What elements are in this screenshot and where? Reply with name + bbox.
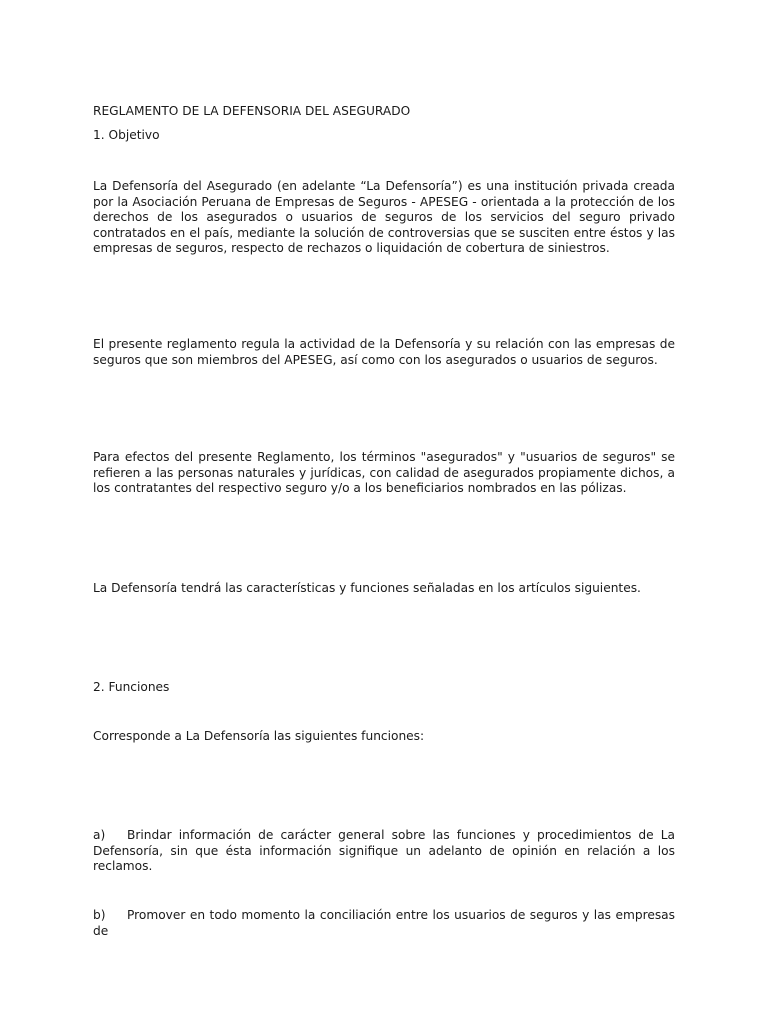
list-item-label: a) — [93, 828, 106, 842]
list-item-label: b) — [93, 908, 106, 922]
section-heading-funciones: 2. Funciones — [93, 680, 170, 694]
functions-intro: Corresponde a La Defensoría las siguientes funciones: — [93, 729, 425, 743]
paragraph-characteristics: La Defensoría tendrá las características y funciones señaladas en los artículos siguientes. — [93, 581, 641, 595]
paragraph-scope: El presente reglamento regula la actividad de la Defensoría y su relación con las empresas de seguros que son miembros del APESEG, así como con los asegurados o usuarios de seguros. — [93, 337, 675, 367]
document-title: REGLAMENTO DE LA DEFENSORIA DEL ASEGURADO — [93, 104, 411, 118]
list-item-text: Brindar información de carácter general sobre las funciones y procedimientos de La Defensoría, sin que ésta información signifique un adelanto de opinión en relación a los reclamos. — [93, 828, 675, 873]
paragraph-definition: La Defensoría del Asegurado (en adelante “La Defensoría”) es una institución privada creada por la Asociación Peruana de Empresas de Seguros - APESEG - orientada a la protección de los derechos de los asegurados o usuarios de seguros de los servicios del seguro privado contratados en el país, mediante la solución de controversias que se susciten entre éstos y las empresas de seguros, respecto de rechazos o liquidación de cobertura de siniestros. — [93, 179, 675, 255]
list-item-b — [93, 908, 675, 939]
paragraph-terms: Para efectos del presente Reglamento, los términos "asegurados" y "usuarios de seguros" se refieren a las personas naturales y jurídicas, con calidad de asegurados propiamente dichos, a los contratantes del respectivo seguro y/o a los beneficiarios nombrados en las pólizas. — [93, 450, 675, 495]
list-item-text: Promover en todo momento la conciliación entre los usuarios de seguros y las empresas de — [93, 908, 675, 938]
list-item-a — [93, 828, 675, 875]
section-heading-objetivo: 1. Objetivo — [93, 128, 160, 142]
